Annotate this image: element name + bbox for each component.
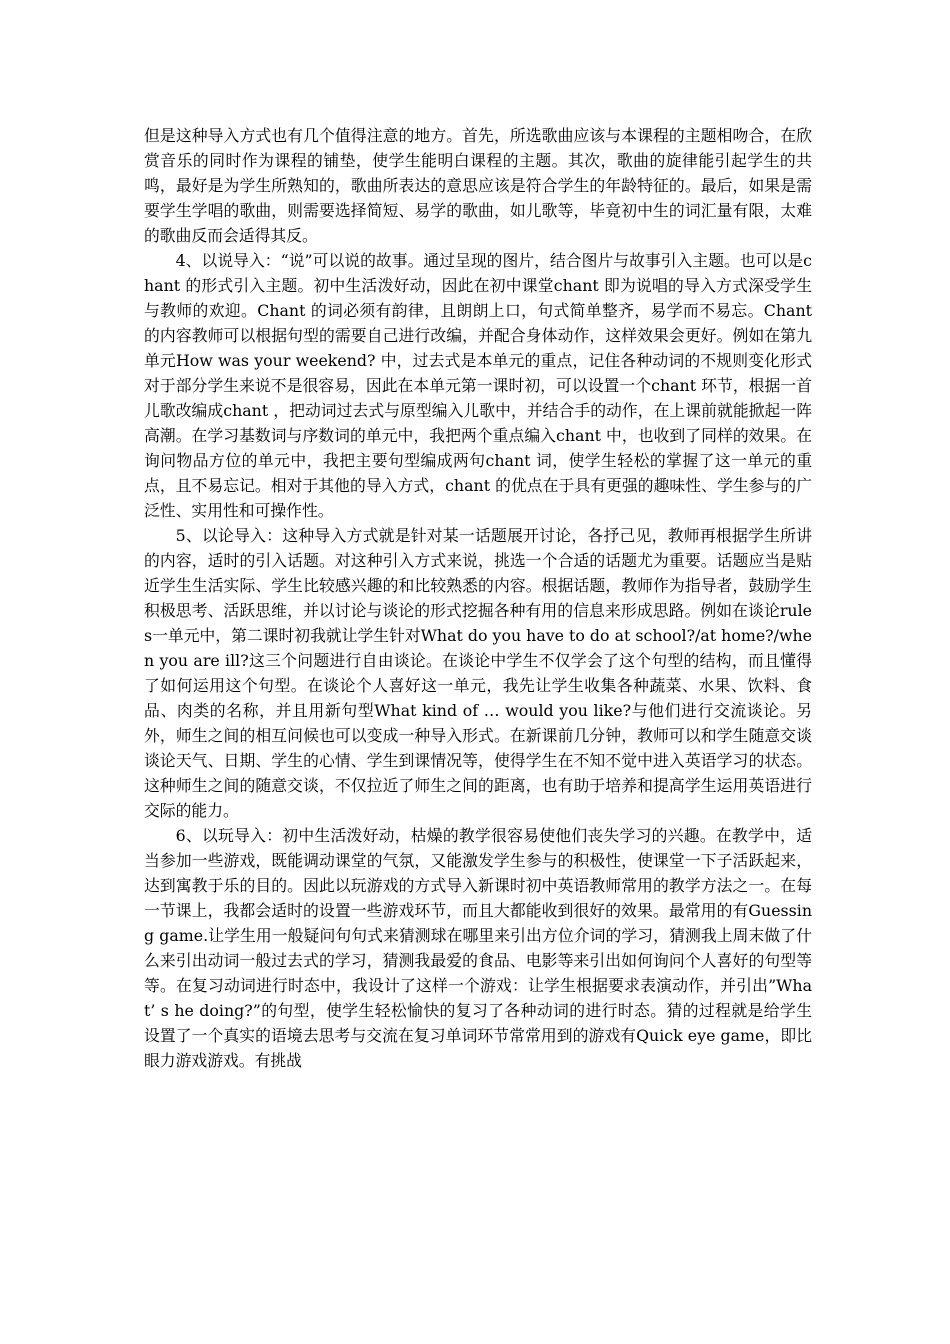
document-page xyxy=(144,123,812,1073)
paragraph-game-introduction: 6、以玩导入：初中生活泼好动，枯燥的教学很容易使他们丧失学习的兴趣。在教学中，适当参加一些游戏，既能调动课堂的气氛，又能激发学生参与的积极性，使课堂一下子活跃起来，达到寓教于乐的目的。因此以玩游戏的方式导入新课时初中英语教师常用的教学方法之一。在每一节课上，我都会适时的设置一些游戏环节，而且大都能收到很好的效果。最常用的有Guessing game.让学生用一般疑问句句式来猜测球在哪里来引出方位介词的学习，猜测我上周末做了什么来引出动词一般过去式的学习，猜测我最爱的食品、电影等来引出如何询问个人喜好的句型等等。在复习动词进行时态中，我设计了这样一个游戏：让学生根据要求表演动作，并引出”What’ s he doing?”的句型，使学生轻松愉快的复习了各种动词的进行时态。猜的过程就是给学生设置了一个真实的语境去思考与交流在复习单词环节常常用到的游戏有Quick eye game，即比眼力游戏游戏。有挑战 xyxy=(144,826,812,1070)
paragraph-speaking-introduction: 4、以说导入：“说”可以说的故事。通过呈现的图片，结合图片与故事引入主题。也可以是chant 的形式引入主题。初中生活泼好动，因此在初中课堂chant 即为说唱的导入方式深受学生与教师的欢迎。Chant 的词必须有韵律，且朗朗上口，句式简单整齐，易学而不易忘。Chant 的内容教师可以根据句型的需要自己进行改编，并配合身体动作，这样效果会更好。例如在第九单元How was your weekend? 中，过去式是本单元的重点，记住各种动词的不规则变化形式对于部分学生来说不是很容易，因此在本单元第一课时初，可以设置一个chant 环节，根据一首儿歌改编成chant ，把动词过去式与原型编入儿歌中，并结合手的动作，在上课前就能掀起一阵高潮。在学习基数词与序数词的单元中，我把两个重点编入chant 中，也收到了同样的效果。在询问物品方位的单元中，我把主要句型编成两句chant 词，使学生轻松的掌握了这一单元的重点，且不易忘记。相对于其他的导入方式，chant 的优点在于具有更强的趣味性、学生参与的广泛性、实用性和可操作性。 xyxy=(144,251,812,520)
paragraph-continuation: 但是这种导入方式也有几个值得注意的地方。首先，所选歌曲应该与本课程的主题相吻合，在欣赏音乐的同时作为课程的铺垫，使学生能明白课程的主题。其次，歌曲的旋律能引起学生的共鸣，最好是为学生所熟知的，歌曲所表达的意思应该是符合学生的年龄特征的。最后，如果是需要学生学唱的歌曲，则需要选择简短、易学的歌曲，如儿歌等，毕竟初中生的词汇量有限，太难的歌曲反而会适得其反。 xyxy=(144,126,812,245)
paragraph-discussion-introduction: 5、以论导入：这种导入方式就是针对某一话题展开讨论，各抒己见，教师再根据学生所讲的内容，适时的引入话题。对这种引入方式来说，挑选一个合适的话题尤为重要。话题应当是贴近学生生活实际、学生比较感兴趣的和比较熟悉的内容。根据话题，教师作为指导者，鼓励学生积极思考、活跃思维，并以讨论与谈论的形式挖掘各种有用的信息来形成思路。例如在谈论rules一单元中，第二课时初我就让学生针对What do you have to do at school?/at home?/when you are ill?这三个问题进行自由谈论。在谈论中学生不仅学会了这个句型的结构，而且懂得了如何运用这个句型。在谈论个人喜好这一单元，我先让学生收集各种蔬菜、水果、饮料、食品、肉类的名称，并且用新句型What kind of … would you like?与他们进行交流谈论。另外，师生之间的相互问候也可以变成一种导入形式。在新课前几分钟，教师可以和学生随意交谈谈论天气、日期、学生的心情、学生到课情况等，使得学生在不知不觉中进入英语学习的状态。这种师生之间的随意交谈，不仅拉近了师生之间的距离，也有助于培养和提高学生运用英语进行交际的能力。 xyxy=(144,526,812,820)
